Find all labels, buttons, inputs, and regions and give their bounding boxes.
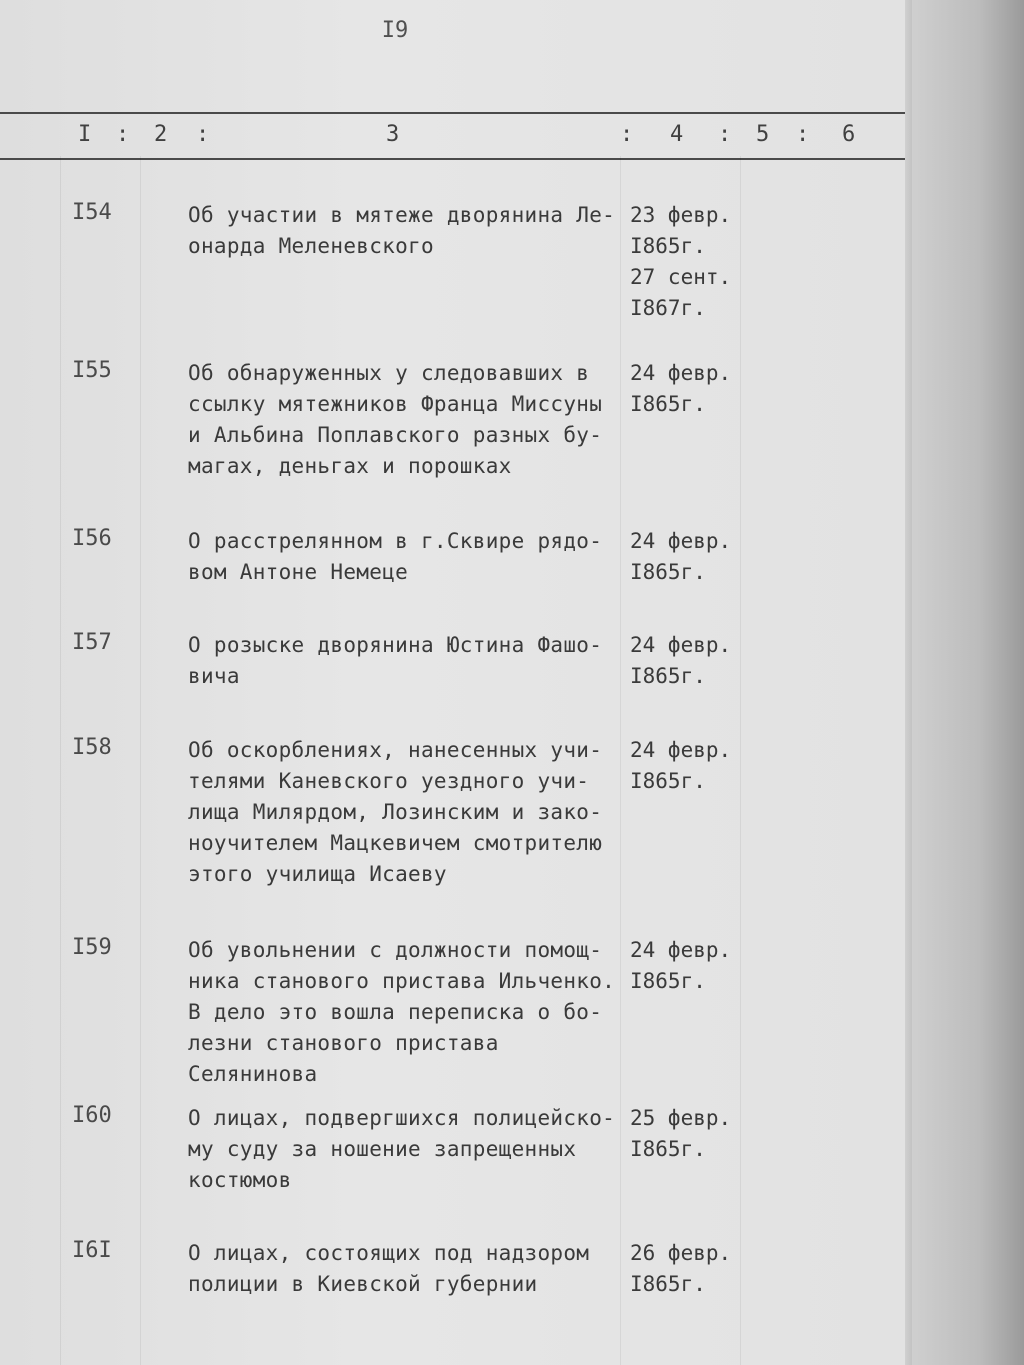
entry-title: О лицах, состоящих под надзором полиции в Киевской губернии	[188, 1241, 590, 1296]
entry-date: I865г.	[630, 664, 706, 688]
column-number-3: 3	[386, 122, 400, 147]
entry-number: I54	[72, 200, 112, 225]
entry-date: I865г.	[630, 392, 706, 416]
entry-number: I55	[72, 358, 112, 383]
column-number-1: I	[78, 122, 92, 147]
column-header-strip	[0, 112, 912, 160]
entry-dates	[630, 1238, 760, 1300]
entry-number: I58	[72, 735, 112, 760]
entry-dates	[630, 935, 760, 997]
entry-title: Об обнаруженных у следовавших в ссылку мятежников Франца Миссуны и Альбина Поплавского разных бу- магах, деньгах и порошках	[188, 361, 603, 478]
column-number-5: 5	[756, 122, 770, 147]
entry-date: 27 сент.	[630, 265, 732, 289]
column-number-4: 4	[670, 122, 684, 147]
entry-title: Об участии в мятеже дворянина Ле- онарда Меленевского	[188, 203, 616, 258]
entry-number: I57	[72, 630, 112, 655]
column-rule	[140, 156, 141, 1365]
entry-dates	[630, 1103, 760, 1165]
underlying-sheet	[912, 0, 1024, 1365]
entry-number: I56	[72, 526, 112, 551]
entry-dates	[630, 200, 760, 324]
entry-date: I865г.	[630, 1272, 706, 1296]
entry-date: 23 февр.	[630, 203, 732, 227]
column-separator: :	[620, 122, 634, 147]
entry-date: 24 февр.	[630, 361, 732, 385]
column-separator: :	[796, 122, 810, 147]
column-rule	[60, 156, 61, 1365]
entry-dates	[630, 630, 760, 692]
entry-number: I60	[72, 1103, 112, 1128]
entry-title: Об оскорблениях, нанесенных учи- телями Каневского уездного учи- лища Милярдом, Лозинским и зако- ноучителем Мацкевичем смотрителю этого училища Исаеву	[188, 738, 603, 886]
entry-date: 24 февр.	[630, 529, 732, 553]
entry-dates	[630, 735, 760, 797]
entry-date: 24 февр.	[630, 738, 732, 762]
entry-date: 25 февр.	[630, 1106, 732, 1130]
entry-date: 24 февр.	[630, 633, 732, 657]
entry-title: О розыске дворянина Юстина Фашо- вича	[188, 633, 603, 688]
entry-number: I59	[72, 935, 112, 960]
entry-dates	[630, 526, 760, 588]
entry-date: I865г.	[630, 560, 706, 584]
column-separator: :	[718, 122, 732, 147]
entry-date: I865г.	[630, 769, 706, 793]
entry-dates	[630, 358, 760, 420]
column-number-6: 6	[842, 122, 856, 147]
column-separator: :	[196, 122, 210, 147]
entry-date: I865г.	[630, 1137, 706, 1161]
entry-number: I6I	[72, 1238, 112, 1263]
entry-date: I865г.	[630, 234, 706, 258]
entry-title: О расстрелянном в г.Сквире рядо- вом Антоне Немеце	[188, 529, 603, 584]
entry-title: О лицах, подвергшихся полицейско- му суду за ношение запрещенных костюмов	[188, 1106, 616, 1192]
page-number: I9	[381, 18, 409, 43]
column-number-2: 2	[154, 122, 168, 147]
entry-date: 24 февр.	[630, 938, 732, 962]
entry-title: Об увольнении с должности помощ- ника станового пристава Ильченко. В дело это вошла переписка о бо- лезни станового пристава Селянинова	[188, 938, 616, 1086]
column-separator: :	[116, 122, 130, 147]
entry-date: I867г.	[630, 296, 706, 320]
entry-date: 26 февр.	[630, 1241, 732, 1265]
entry-date: I865г.	[630, 969, 706, 993]
